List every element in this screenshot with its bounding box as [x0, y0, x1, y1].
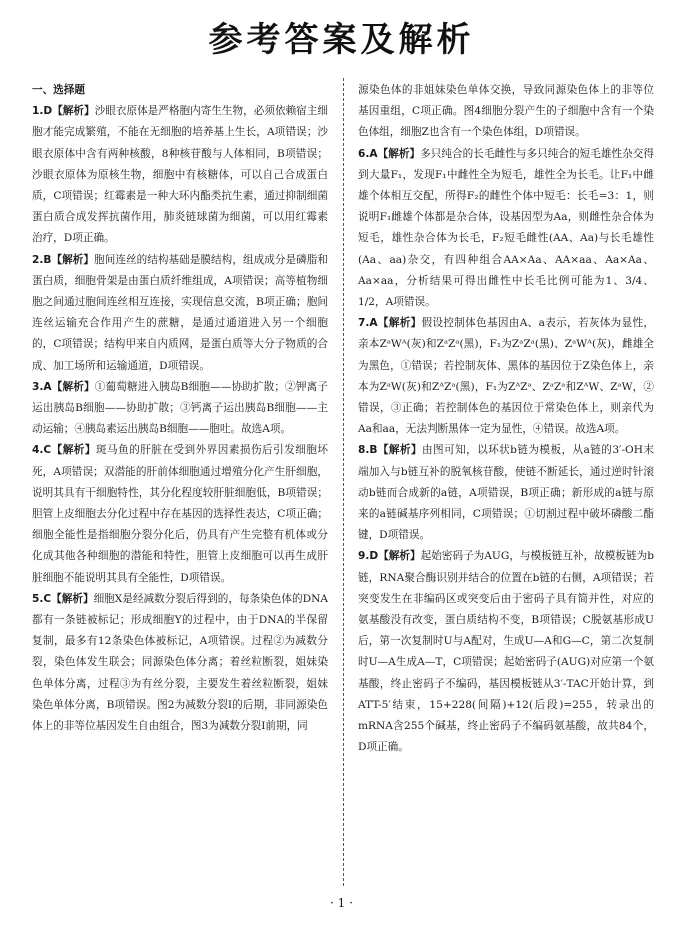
answer-text: 由图可知，以环状b链为模板，从a链的3′-OH末端加入与b链互补的脱氧核苷酸，使链不断延长，通过逆时针滚动b链而合成新的a链，A项错误，B项正确；新形成的a链与原来的a链碱基序列相同，C项错误；①切割过程中破坏磷酸二酯键，D项错误。	[358, 444, 654, 542]
answer-label: 7.A【解析】	[358, 317, 422, 330]
answer-text: 斑马鱼的肝脏在受到外界因素损伤后引发细胞坏死，A项错误；双潜能的肝前体细胞通过增殖分化产生肝细胞，说明其具有干细胞特性，其分化程度较肝脏细胞低，B项错误；胆管上皮细胞去分化过程中存在基因的选择性表达，C项正确；细胞全能性是指细胞分裂分化后，仍具有产生完整有机体或分化成其他各种细胞的潜能和特性，胆管上皮细胞可以再生成肝脏细胞不能说明其具有全能性，D项错误。	[32, 444, 329, 584]
page-title: 参考答案及解析	[208, 20, 475, 60]
answer-label: 8.B【解析】	[358, 444, 422, 457]
answer-item-8	[358, 440, 654, 546]
section-heading: 一、选择题	[32, 84, 85, 96]
answer-item-5	[32, 589, 328, 737]
answer-text: 沙眼衣原体是严格胞内寄生生物，必须依赖宿主细胞才能完成繁殖，不能在无细胞的培养基上生长，A项错误；沙眼衣原体中含有两种核酸，8种核苷酸与人体相同，B项错误；沙眼衣原体为原核生物，细胞中有核糖体，可以自己合成蛋白质，C项错误；红霉素是一种大环内酯类抗生素，通过抑制细菌蛋白质合成发挥抗菌作用，肺炎链球菌为细菌，可以用红霉素治疗，D项正确。	[32, 105, 328, 245]
answer-label: 3.A【解析】	[32, 380, 95, 393]
answer-text: ①葡萄糖进入胰岛B细胞——协助扩散；②钾离子运出胰岛B细胞——协助扩散；③钙离子运出胰岛B细胞——主动运输；④胰岛素运出胰岛B细胞——胞吐。故选A项。	[32, 380, 328, 436]
right-column	[358, 80, 654, 759]
answer-item-9	[358, 546, 654, 758]
answer-item-5-continued	[358, 80, 654, 144]
answer-text: 源染色体的非姐妹染色单体交换，导致同源染色体上的非等位基因重组，C项正确。图4细胞分裂产生的子细胞中含有一个染色体组，细胞Z也含有一个染色体组，D项错误。	[358, 84, 654, 139]
answer-text: 起始密码子为AUG，与模板链互补，故模板链为b链，RNA聚合酶识别并结合的位置在b链的右侧，A项错误；若突变发生在非编码区或突变后由于密码子具有简并性，对应的氨基酸没有改变，蛋白质结构不变，B项错误；C脱氨基形成U后，第一次复制时U与A配对，生成U—A和G—C，第二次复制时U—A生成A—T，C项错误；起始密码子(AUG)对应第一个氨基酸，终止密码子不编码，基因模板链从3′-TAC开始计算，到ATT-5′结束，15+228(间隔)+12(后段)=255，转录出的mRNA含255个碱基，终止密码子不编码氨基酸，故共84个，D项正确。	[358, 550, 654, 754]
answer-label: 9.D【解析】	[358, 550, 421, 563]
column-divider	[343, 78, 344, 886]
page-number: · 1 ·	[330, 896, 353, 910]
answer-label: 6.A【解析】	[358, 147, 421, 160]
answer-label: 4.C【解析】	[32, 444, 96, 457]
answer-label: 2.B【解析】	[32, 253, 95, 266]
left-column	[32, 80, 328, 737]
answer-item-6	[358, 144, 654, 314]
answer-text: 细胞X是经减数分裂后得到的，每条染色体的DNA都有一条链被标记；形成细胞Y的过程中，由于DNA的半保留复制，最多有12条染色体被标记，A项错误。过程②为减数分裂，染色体发生联会；同源染色体分离；着丝粒断裂，姐妹染色单体分离，过程③为有丝分裂，主要发生着丝粒断裂，姐妹染色单体分离，B项错误。图2为减数分裂Ⅰ的后期，非同源染色体上的非等位基因发生自由组合，图3为减数分裂Ⅰ前期，同	[32, 592, 328, 733]
answer-item-7	[358, 313, 654, 440]
answer-item-2	[32, 250, 328, 377]
answer-text: 多只纯合的长毛雌性与多只纯合的短毛雄性杂交得到大量F₁，发现F₁中雌性全为短毛，雄性全为长毛。让F₁中雌雄个体相互交配，所得F₂的雌性个体中短毛：长毛=3：1，则说明F₁雌雄个体都是杂合体，设基因型为Aa，则雌性杂合体为短毛，雄性杂合体为长毛，F₂短毛雌性(AA、Aa)与长毛雄性(Aa、aa)杂交，有四种组合AA×Aa、AA×aa、Aa×Aa、Aa×aa，分析结果可得出雌性中长毛比例可能为1、3/4、1/2，A项错误。	[358, 147, 654, 309]
answer-label: 5.C【解析】	[32, 592, 94, 605]
answer-text: 胞间连丝的结构基础是膜结构，组成成分是磷脂和蛋白质，细胞骨架是由蛋白质纤维组成，A项错误；高等植物细胞之间通过胞间连丝相互连接，实现信息交流，B项正确；胞间连丝运输充合作用产生的蔗糖，是通过通道进入另一个细胞的，C项错误；结构甲来自内质网，是蛋白质等大分子物质的合成、加工场所和运输通道，D项错误。	[32, 253, 328, 372]
answer-item-1	[32, 101, 328, 249]
answer-item-4	[32, 440, 328, 588]
answer-label: 1.D【解析】	[32, 105, 95, 118]
answer-item-3	[32, 377, 328, 441]
answer-text: 假设控制体色基因由A、a表示，若灰体为显性，亲本ZᵃWᴬ(灰)和ZᵃZᵃ(黑)，F₁为ZᵃZᵃ(黑)、ZᵃWᴬ(灰)，雌雄全为黑色，①错误；若控制灰体、黑体的基因位于Z染色体上，亲本为ZᵃW(灰)和ZᴬZᵃ(黑)，F₁为ZᴬZᵃ、ZᵃZᵃ和ZᴬW、ZᵃW，②错误，③正确；若控制体色的基因位于常染色体上，则亲代为Aa和aa，无法判断黑体一定为显性，④错误。故选A项。	[358, 317, 654, 436]
